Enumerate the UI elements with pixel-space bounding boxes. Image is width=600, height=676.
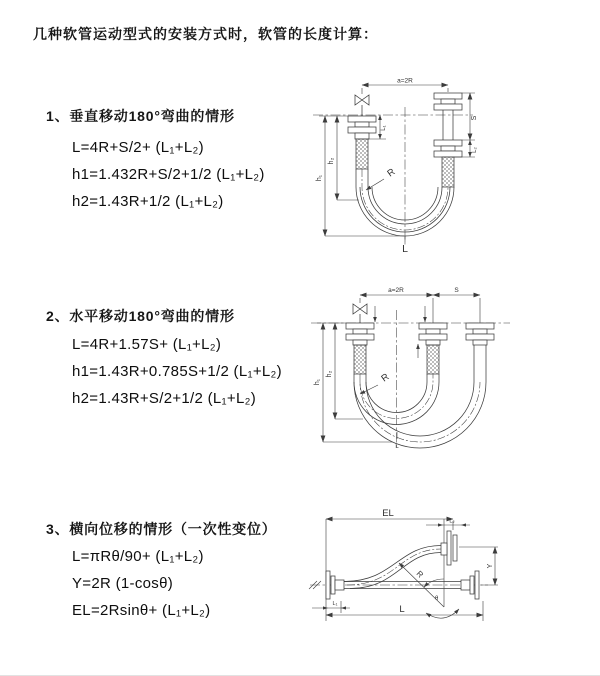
right-flange-original bbox=[434, 140, 462, 157]
dim-label-s: S bbox=[454, 287, 459, 294]
section3-heading: 3、横向位移的情形（一次性变位） bbox=[46, 521, 277, 537]
valve-icon bbox=[355, 95, 369, 116]
dim-label-l1: L₁ bbox=[381, 125, 387, 131]
right-flange-moved bbox=[466, 323, 494, 345]
dim-label-h2: h₂ bbox=[326, 370, 333, 378]
section3-formula-L: L=πRθ/90+ (L₁+L₂) bbox=[72, 548, 204, 565]
braided-hose-section bbox=[356, 139, 368, 169]
radius-label: R bbox=[385, 166, 398, 180]
hose-u-bend-drawing-2 bbox=[311, 295, 510, 448]
section1-formula-h1: h1=1.432R+S/2+1/2 (L₁+L₂) bbox=[72, 166, 265, 183]
diagram-lateral-displacement bbox=[298, 505, 598, 647]
section2-heading: 2、水平移动180°弯曲的情形 bbox=[46, 308, 235, 324]
dim-label-a2r: a=2R bbox=[388, 287, 404, 294]
dim-label-h2: h₂ bbox=[328, 157, 335, 165]
braided-hose-section bbox=[442, 157, 454, 187]
page-title: 几种软管运动型式的安装方式时，软管的长度计算： bbox=[33, 26, 378, 42]
diagram-vertical-180-bend bbox=[305, 73, 595, 255]
dim-label-a2r: a=2R bbox=[397, 77, 413, 85]
angle-label: θ bbox=[435, 596, 439, 602]
section1-formula-L: L=4R+S/2+ (L₁+L₂) bbox=[72, 139, 204, 156]
section2-formula-h2: h2=1.43R+S/2+1/2 (L₁+L₂) bbox=[72, 390, 257, 407]
left-flange bbox=[346, 323, 374, 345]
dim-label-el: EL bbox=[382, 508, 394, 519]
displaced-flange bbox=[441, 531, 457, 565]
section2-formula-L: L=4R+1.57S+ (L₁+L₂) bbox=[72, 336, 222, 353]
valve-icon bbox=[353, 304, 367, 323]
diagram-horizontal-180-bend bbox=[305, 282, 595, 454]
dim-label-h1: h₁ bbox=[314, 378, 321, 386]
length-label: L bbox=[395, 444, 399, 450]
dim-label-s: S bbox=[471, 115, 478, 121]
radius-label: R bbox=[414, 569, 426, 580]
length-label: L bbox=[402, 243, 408, 255]
section3-formula-EL: EL=2Rsinθ+ (L₁+L₂) bbox=[72, 602, 211, 619]
dim-label-l2: L₂ bbox=[472, 147, 478, 153]
hose-u-bend-drawing-1 bbox=[313, 85, 475, 247]
section3-formula-Y: Y=2R (1-cosθ) bbox=[72, 575, 174, 592]
right-flange-original bbox=[461, 571, 479, 599]
dim-label-l1: L₁ bbox=[332, 601, 338, 607]
section1-formula-h2: h2=1.43R+1/2 (L₁+L₂) bbox=[72, 193, 224, 210]
middle-flange bbox=[419, 323, 447, 345]
dim-label-y: Y bbox=[487, 563, 494, 569]
right-flange-moved bbox=[434, 93, 462, 110]
braided-hose-section bbox=[354, 345, 366, 374]
section2-formula-h1: h1=1.43R+0.785S+1/2 (L₁+L₂) bbox=[72, 363, 282, 380]
radius-label: R bbox=[379, 371, 392, 385]
braided-hose-section bbox=[427, 345, 439, 374]
dim-label-h1: h₁ bbox=[316, 174, 323, 182]
left-flange bbox=[348, 116, 376, 139]
section1-heading: 1、垂直移动180°弯曲的情形 bbox=[46, 108, 235, 124]
dim-label-l2: L₂ bbox=[449, 518, 455, 525]
length-label: L bbox=[399, 604, 405, 615]
left-flange bbox=[326, 571, 344, 599]
